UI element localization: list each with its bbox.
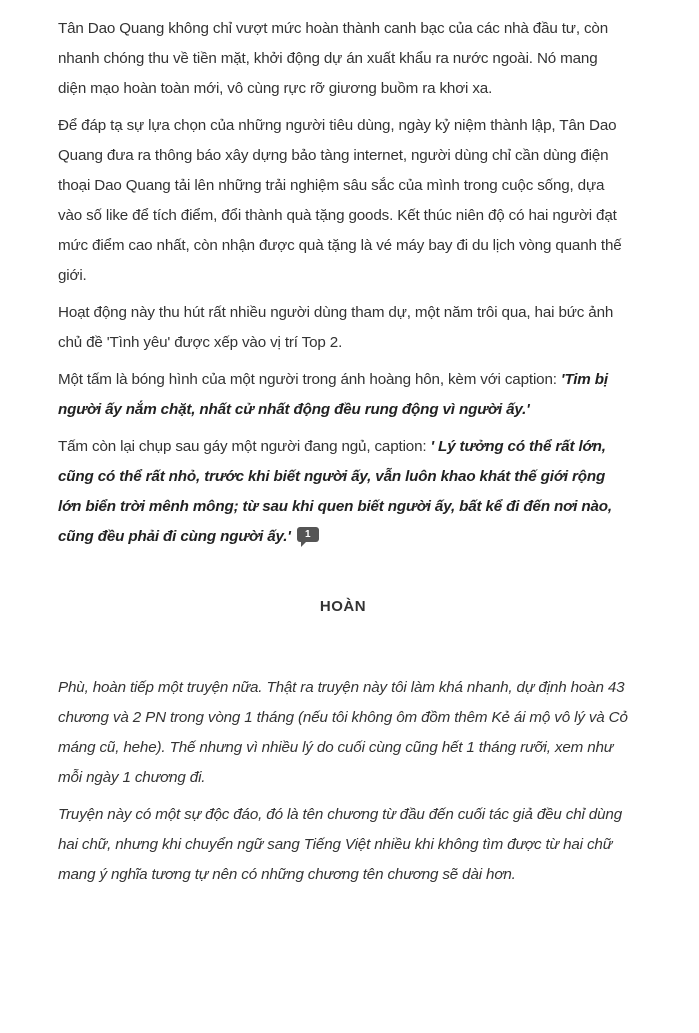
afterword-paragraph-2: Truyện này có một sự độc đáo, đó là tên chương từ đầu đến cuối tác giả đều chỉ dùng hai chữ, nhưng khi chuyển ngữ sang Tiếng Việt nhiều khi không tìm được từ hai chữ mang ý nghĩa tương tự nên có những chương tên chương sẽ dài hơn. [58,806,622,883]
afterword-paragraph-1: Phù, hoàn tiếp một truyện nữa. Thật ra truyện này tôi làm khá nhanh, dự định hoàn 43 chương và 2 PN trong vòng 1 tháng (nếu tôi không ôm đồm thêm Kẻ ái mộ vô lý và Cỏ máng cũ, hehe). Thế nhưng vì nhiều lý do cuối cùng cũng hết 1 tháng rưỡi, xem như mỗi ngày 1 chương đi. [58,679,628,786]
comment-bubble-icon[interactable]: 1 [297,527,319,542]
paragraph-5 [58,432,628,552]
paragraph-1: Tân Dao Quang không chỉ vượt mức hoàn thành canh bạc của các nhà đầu tư, còn nhanh chóng thu về tiền mặt, khởi động dự án xuất khẩu ra nước ngoài. Nó mang diện mạo hoàn toàn mới, vô cùng rực rỡ giương buồm ra khơi xa. [58,20,608,97]
paragraph-3: Hoạt động này thu hút rất nhiều người dùng tham dự, một năm trôi qua, hai bức ảnh chủ đề 'Tình yêu' được xếp vào vị trí Top 2. [58,304,614,351]
paragraph-4-text: Một tấm là bóng hình của một người trong ánh hoàng hôn, kèm với caption: [58,371,561,388]
paragraph-2: Để đáp tạ sự lựa chọn của những người tiêu dùng, ngày kỷ niệm thành lập, Tân Dao Quang đưa ra thông báo xây dựng bảo tàng internet, người dùng chỉ cần dùng điện thoại Dao Quang tải lên những trải nghiệm sâu sắc của mình trong cuộc sống, dựa vào số like để tích điểm, đổi thành quà tặng goods. Kết thúc niên độ có hai người đạt mức điểm cao nhất, còn nhận được quà tặng là vé máy bay đi du lịch vòng quanh thế giới. [58,117,622,284]
paragraph-4 [58,365,628,425]
caption-quote-1: 'Tim bị người ấy nắm chặt, nhất cử nhất động đều rung động vì người ấy.' [58,371,608,418]
paragraph-5-text: Tấm còn lại chụp sau gáy một người đang ngủ, caption: [58,438,431,455]
section-end-title: HOÀN [319,598,367,615]
chapter-content [58,14,628,897]
caption-quote-2: ' Lý tưởng có thể rất lớn, cũng có thể rất nhỏ, trước khi biết người ấy, vẫn luôn khao khát thế giới rộng lớn biển trời mênh mông; từ sau khi quen biết người ấy, bất kể đi đến nơi nào, cũng đều phải đi cùng người ấy.' [58,438,612,545]
